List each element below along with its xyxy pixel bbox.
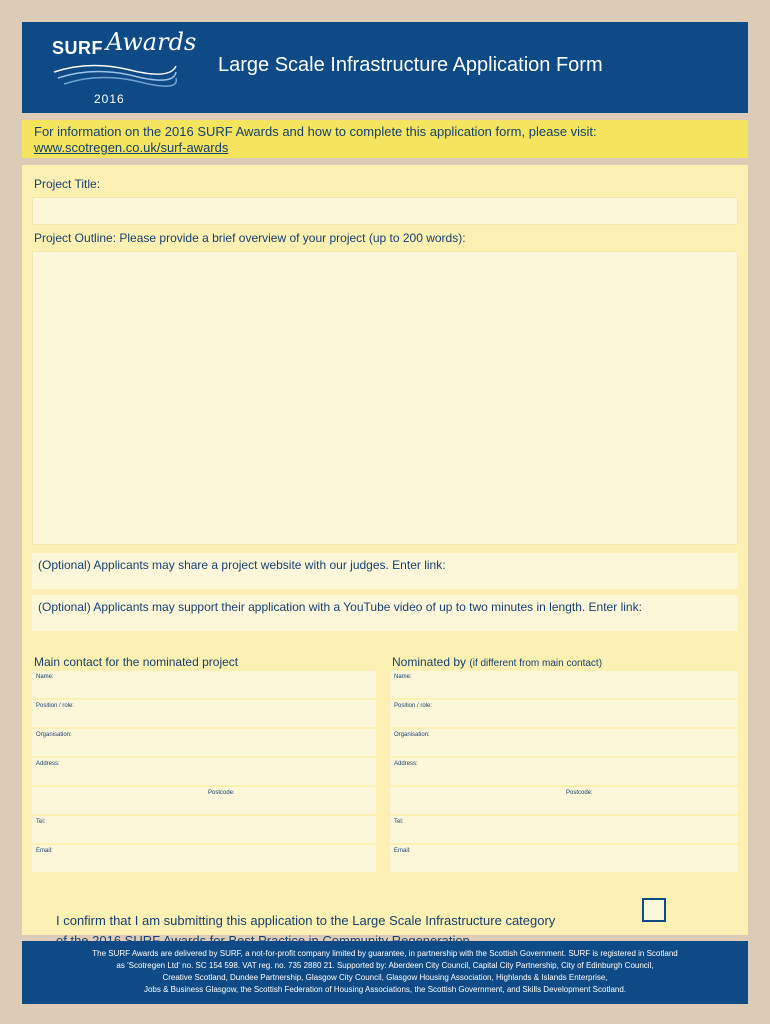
logo-surf-text: SURF [52,38,103,58]
nominator-email-label: Email: [394,848,411,854]
nominator-name-field[interactable] [390,671,738,698]
nominator-organisation-field[interactable] [390,729,738,756]
project-outline-field[interactable] [32,251,738,545]
form-footer [22,941,748,1004]
application-form-page [22,22,748,1004]
main-email-label: Email: [36,848,53,854]
main-address-label: Address: [36,761,60,767]
logo-awards-text: Awards [106,28,197,56]
main-contact-heading: Main contact for the nominated project [34,655,239,669]
website-link-field[interactable] [32,553,738,589]
form-title: Large Scale Infrastructure Application Form [218,54,603,76]
nominator-tel-field[interactable] [390,816,738,843]
main-tel-label: Tel: [36,819,46,825]
footer-line-4: Jobs & Business Glasgow, the Scottish Federation of Housing Associations, the Scottish Government, and Skills Development Scotland. [143,985,627,994]
nominated-by-note: (if different from main contact) [469,658,603,669]
nominator-postcode-field[interactable] [390,787,738,814]
main-organisation-label: Organisation: [36,732,72,738]
logo-year: 2016 [94,92,125,106]
footer-line-2: as 'Scotregen Ltd' no. SC 154 598. VAT reg. no. 735 2880 21. Supported by: Aberdeen City Council, Capital City Partnership, City of Edinburgh Council, [116,961,654,970]
form-panel [22,165,748,935]
project-title-field[interactable] [32,197,738,225]
confirm-line-1: I confirm that I am submitting this application to the Large Scale Infrastructure category [56,913,556,928]
nominator-position-field[interactable] [390,700,738,727]
footer-line-1: The SURF Awards are delivered by SURF, a not-for-profit company limited by guarantee, in partnership with the Scottish Government. SURF is registered in Scotland [92,949,678,958]
nominator-email-field[interactable] [390,845,738,872]
nominator-position-label: Position / role: [394,703,433,709]
main-address-field[interactable] [32,758,376,785]
nominator-tel-label: Tel: [394,819,404,825]
info-bar [22,120,748,158]
confirm-checkbox[interactable] [642,898,666,922]
project-title-label: Project Title: [34,177,101,191]
main-postcode-label: Postcode: [208,790,235,796]
youtube-link-label: (Optional) Applicants may support their application with a YouTube video of up to two minutes in length. Enter link: [38,600,642,614]
nominator-address-label: Address: [394,761,418,767]
main-name-label: Name: [36,674,54,680]
main-position-field[interactable] [32,700,376,727]
info-text-block [34,124,597,156]
main-name-field[interactable] [32,671,376,698]
footer-line-3: Creative Scotland, Dundee Partnership, Glasgow City Council, Glasgow Housing Association, Highlands & Islands Enterprise, [162,973,608,982]
nominated-by-heading: Nominated by [392,655,467,669]
website-link-label: (Optional) Applicants may share a project website with our judges. Enter link: [38,558,446,572]
project-outline-label: Project Outline: Please provide a brief overview of your project (up to 200 words): [34,231,466,245]
footer-text [32,948,738,996]
nominated-by-heading-block [392,655,602,669]
info-text: For information on the 2016 SURF Awards and how to complete this application form, please visit: [34,124,597,139]
main-tel-field[interactable] [32,816,376,843]
nominator-organisation-label: Organisation: [394,732,430,738]
main-position-label: Position / role: [36,703,75,709]
youtube-link-field[interactable] [32,595,738,631]
main-organisation-field[interactable] [32,729,376,756]
surf-awards-link[interactable]: www.scotregen.co.uk/surf-awards [34,140,229,155]
main-postcode-field[interactable] [32,787,376,814]
nominator-name-label: Name: [394,674,412,680]
main-email-field[interactable] [32,845,376,872]
form-header [22,22,748,113]
surf-awards-logo [50,28,197,108]
logo-waves-icon [50,58,180,90]
nominator-address-field[interactable] [390,758,738,785]
nominator-postcode-label: Postcode: [566,790,593,796]
